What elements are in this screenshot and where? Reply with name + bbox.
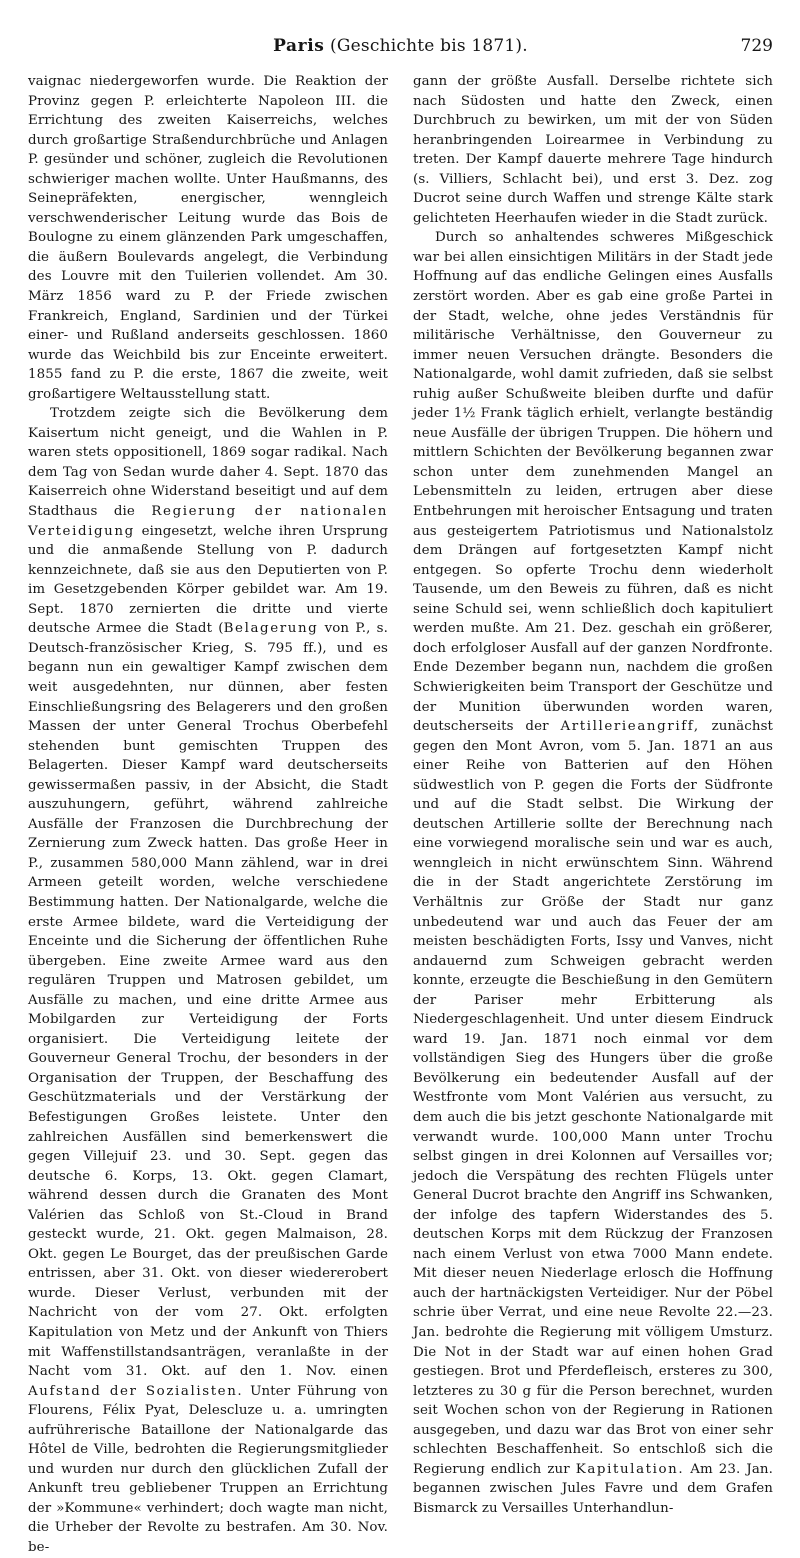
- text-run: Unter Führung von Flourens, Félix Pyat, Delescluze u. a. umringten aufrührerische Bataillone der Nationalgarde das Hôtel de Ville, bedrohten die Regierungsmitglieder und wurden nur durch den glücklichen Zufall der Ankunft treu gebliebener Truppen an Errichtung der »Kommune« verhindert; doch wagte man nicht, die Urheber der Revolte zu bestrafen. Am 30. Nov. be-: [28, 1383, 389, 1556]
- page-header: [28, 36, 773, 60]
- text-run: Am 23. Jan. begannen zwischen Jules Favre und dem Grafen Bismarck zu Versailles Unterhandlun-: [413, 1461, 773, 1516]
- text-run: Trotzdem zeigte sich die Bevölkerung dem Kaisertum nicht geneigt, und die Wahlen in P. waren stets oppositionell, 1869 sogar radikal. Nach dem Tag von Sedan wurde daher 4. Sept. 1870 das Kaiserreich ohne Widerstand beseitigt und auf dem Stadthaus die: [28, 406, 388, 520]
- running-title-sub: (Geschichte bis 1871).: [330, 36, 528, 56]
- spaced-term-artillerieangriff: Artillerieangriff,: [560, 719, 700, 735]
- right-paragraph-1: gann der größte Ausfall. Derselbe richtete sich nach Südosten und hatte den Zweck, einen Durchbruch zu bewirken, um mit der von Süden heranbringenden Loirearmee in Verbindung zu treten. Der Kampf dauerte mehrere Tage hindurch (s. Villiers, Schlacht bei), und erst 3. Dez. zog Ducrot seine durch Waffen und strenge Kälte stark gelichteten Heerhaufen wieder in die Stadt zurück.: [413, 74, 773, 226]
- spaced-term-belagerung: Belagerung: [223, 621, 319, 637]
- page-number: 729: [740, 36, 773, 56]
- running-title-main: Paris: [273, 36, 325, 56]
- spaced-term-regierung: Regierung der nationalen Verteidigung: [28, 504, 389, 539]
- right-column: [413, 72, 774, 1516]
- text-run: von P., s. Deutsch-französischer Krieg, S. 795 ff.), und es begann nun ein gewaltiger Kampf zwischen dem weit ausgedehnten, nur dünnen, aber festen Einschließungsring des Belagerers und den großen Massen der unter General Trochus Oberbefehl stehenden bunt gemischten Truppen des Belagerten. Dieser Kampf ward deutscherseits gewissermaßen passiv, in der Absicht, die Stadt auszuhungern, geführt, während zahlreiche Ausfälle der Franzosen die Durchbrechung der Zernierung zum Zweck hatten. Das große Heer in P., zusammen 580,000 Mann zählend, war in drei Armeen geteilt worden, welche verschiedene Bestimmung hatten. Der Nationalgarde, welche die erste Armee bildete, ward die Verteidigung der Enceinte und die Sicherung der öffentlichen Ruhe übergeben. Eine zweite Armee ward aus den regulären Truppen und Matrosen gebildet, um Ausfälle zu machen, und eine dritte Armee aus Mobilgarden zur Verteidigung der Forts organisiert. Die Verteidigung leitete der Gouverneur General Trochu, der besonders in der Organisation der Truppen, der Beschaffung des Geschützmaterials und der Verstärkung der Befestigungen Großes leistete. Unter den zahlreichen Ausfällen sind bemerkenswert die gegen Villejuif 23. und 30. Sept. gegen das deutsche 6. Korps, 13. Okt. gegen Clamart, während dessen durch die Granaten des Mont Valérien das Schloß von St.-Cloud in Brand gesteckt wurde, 21. Okt. gegen Malmaison, 28. Okt. gegen Le Bourget, das der preußischen Garde entrissen, aber 31. Okt. von dieser wiedererobert wurde. Dieser Verlust, verbunden mit der Nachricht von der vom 27. Okt. erfolgten Kapitulation von Metz und der Ankunft von Thiers mit Waffenstillstandsanträgen, veranlaßte in der Nacht vom 31. Okt. auf den 1. Nov. einen: [28, 621, 388, 1380]
- text-run: zunächst gegen den Mont Avron, vom 5. Jan. 1871 an aus einer Reihe von Batterien auf den Höhen südwestlich von P. gegen die Forts der Südfronte und auf die Stadt selbst. Die Wirkung der deutschen Artillerie sollte der Berechnung nach eine vorwiegend moralische sein und war es auch, wenngleich in nicht erwünschtem Sinn. Während die in der Stadt angerichtete Zerstörung im Verhältnis zur Größe der Stadt nur ganz unbedeutend war und auch das Feuer der am meisten beschädigten Forts, Issy und Vanves, nicht andauernd zum Schweigen gebracht werden konnte, erzeugte die Beschießung in den Gemütern der Pariser mehr Erbitterung als Niedergeschlagenheit. Und unter diesem Eindruck ward 19. Jan. 1871 noch einmal vor dem vollständigen Sieg des Hungers über die große Bevölkerung ein bedeutender Ausfall auf der Westfronte vom Mont Valérien aus versucht, zu dem auch die bis jetzt geschonte Nationalgarde mit verwandt wurde. 100,000 Mann unter Trochu selbst gingen in drei Kolonnen auf Versailles vor; jedoch die Verspätung des rechten Flügels unter General Ducrot brachte den Angriff ins Schwanken, der infolge des tapfern Widerstandes des 5. deutschen Korps mit dem Rückzug der Franzosen nach einem Verlust von etwa 7000 Mann endete. Mit dieser neuen Niederlage erlosch die Hoffnung auch der hartnäckigsten Verteidiger. Nur der Pöbel schrie über Verrat, und eine neue Revolte 22.—23. Jan. bedrohte die Regierung mit völligem Umsturz. Die Not in der Stadt war auf einen hohen Grad gestiegen. Brot und Pferdefleisch, ersteres zu 300, letzteres zu 30 g für die Person berechnet, wurden seit Wochen schon von der Regierung in Rationen ausgegeben, und dazu war das Brot von einer sehr schlechten Beschaffenheit. So entschloß sich die Regierung endlich zur: [413, 719, 774, 1477]
- spaced-term-kapitulation: Kapitulation.: [575, 1461, 685, 1477]
- text-run: Durch so anhaltendes schweres Mißgeschick war bei allen einsichtigen Militärs in der Stadt jede Hoffnung auf das endliche Gelingen eines Ausfalls zerstört worden. Aber es gab eine große Partei in der Stadt, welche, ohne jedes Verständnis für militärische Verhältnisse, den Gouverneur zu immer neuen Versuchen drängte. Besonders die Nationalgarde, wohl damit zufrieden, daß sie selbst ruhig außer Schußweite bleiben durfte und dafür jeder 1½ Frank täglich erhielt, verlangte beständig neue Ausfälle der übrigen Truppen. Die höhern und mittlern Schichten der Bevölkerung begannen zwar schon unter dem zunehmenden Mangel an Lebensmitteln zu leiden, ertrugen aber diese Entbehrungen mit heroischer Entsagung und traten aus gesteigertem Patriotismus und Nationalstolz dem Drängen auf fortgesetzten Kampf nicht entgegen. So opferte Trochu denn wiederholt Tausende, um den Beweis zu führen, daß es nicht seine Schuld sei, wenn schließlich doch kapituliert werden mußte. Am 21. Dez. geschah ein größerer, doch erfolgloser Ausfall auf der ganzen Nordfronte. Ende Dezember begann nun, nachdem die großen Schwierigkeiten beim Transport der Geschütze und der Munition überwunden worden waren, deutscherseits der: [413, 230, 773, 735]
- left-column: [28, 72, 389, 1556]
- left-paragraph-2: [28, 404, 388, 1557]
- text-run: eingesetzt, welche ihren Ursprung und die anmaßende Stellung von P. dadurch kennzeichnete, daß sie aus den Deputierten von P. im Gesetzgebenden Körper gebildet war. Am 19. Sept. 1870 zernierten die dritte und vierte deutsche Armee die Stadt (: [28, 523, 388, 637]
- right-paragraph-2: [413, 228, 773, 1518]
- left-paragraph-1: vaignac niedergeworfen wurde. Die Reaktion der Provinz gegen P. erleichterte Napoleon III. die Errichtung des zweiten Kaiserreichs, welches durch großartige Straßendurchbrüche und Anlagen P. gesünder und schöner, zugleich die Revolutionen schwieriger machen wollte. Unter Haußmanns, des Seinepräfekten, energischer, wenngleich verschwenderischer Leitung wurde das Bois de Boulogne zu einem glänzenden Park umgeschaffen, die äußern Boulevards angelegt, die Verbindung des Louvre mit den Tuilerien vollendet. Am 30. März 1856 ward zu P. der Friede zwischen Frankreich, England, Sardinien und der Türkei einer- und Rußland anderseits geschlossen. 1860 wurde das Weichbild bis zur Enceinte erweitert. 1855 fand zu P. die erste, 1867 die zweite, weit großartigere Weltausstellung statt.: [28, 74, 388, 402]
- running-title: [28, 36, 773, 56]
- spaced-term-aufstand: Aufstand der Sozialisten.: [28, 1383, 244, 1399]
